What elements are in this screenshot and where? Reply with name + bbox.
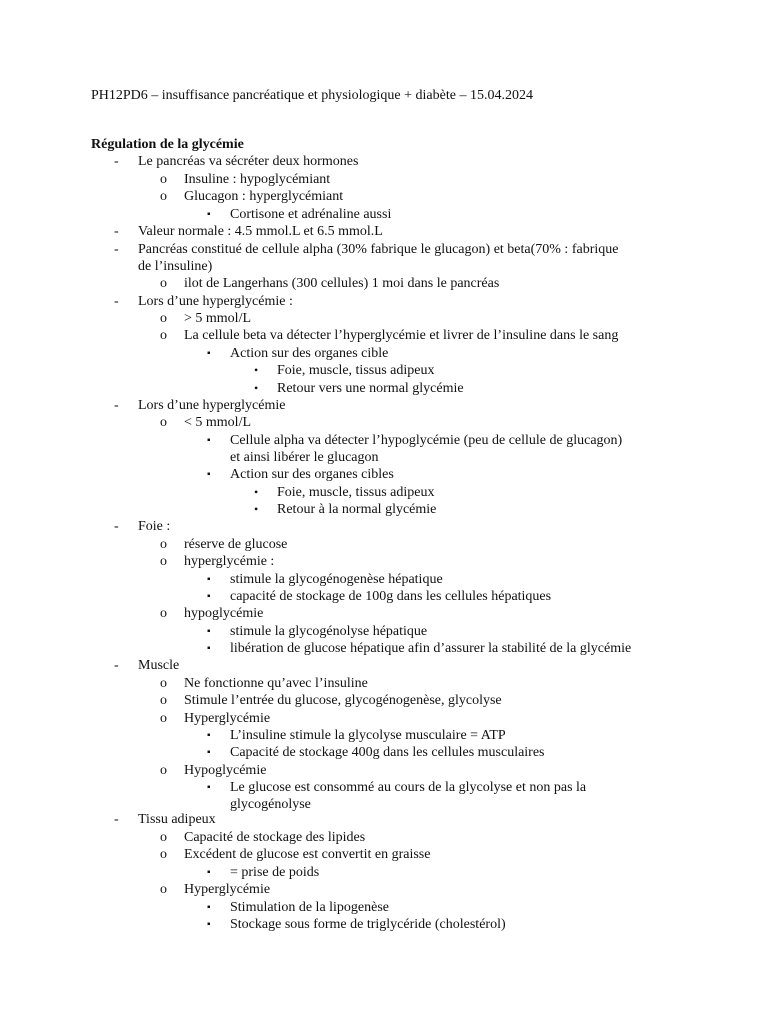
circle-bullet: o (160, 328, 167, 343)
list-item: Retour à la normal glycémie (277, 502, 437, 517)
list-item: > 5 mmol/L (184, 311, 252, 326)
square-bullet: ▪ (207, 626, 211, 637)
square-bullet: ▪ (207, 209, 211, 220)
square-bullet: ▪ (207, 902, 211, 913)
list-item: Retour vers une normal glycémie (277, 381, 464, 396)
list-item: Foie, muscle, tissus adipeux (277, 485, 435, 500)
list-item: Le pancréas va sécréter deux hormones (138, 154, 359, 169)
square-bullet: ▪ (207, 435, 211, 446)
list-item: stimule la glycogénogenèse hépatique (230, 572, 443, 587)
list-item: Tissu adipeux (138, 812, 216, 827)
list-item: Lors d’une hyperglycémie : (138, 294, 293, 309)
square-bullet: ▪ (207, 643, 211, 654)
list-item: hypoglycémie (184, 606, 264, 621)
circle-bullet: o (160, 606, 167, 621)
list-item: = prise de poids (230, 865, 320, 880)
list-item-continuation: de l’insuline) (138, 259, 213, 274)
list-item: Capacité de stockage des lipides (184, 830, 366, 845)
dash-bullet: - (114, 519, 119, 534)
list-item: Valeur normale : 4.5 mmol.L et 6.5 mmol.L (138, 224, 383, 239)
list-item: Cellule alpha va détecter l’hypoglycémie (peu de cellule de glucagon) (230, 433, 623, 448)
list-item: Glucagon : hyperglycémiant (184, 189, 344, 204)
circle-bullet: o (160, 311, 167, 326)
dash-bullet: - (114, 658, 119, 673)
list-item: Stimule l’entrée du glucose, glycogénogenèse, glycolyse (184, 693, 502, 708)
list-item: Pancréas constitué de cellule alpha (30% fabrique le glucagon) et beta(70% : fabrique (138, 242, 619, 257)
dash-bullet: - (114, 154, 119, 169)
list-item: Cortisone et adrénaline aussi (230, 207, 392, 222)
square-bullet: ▪ (207, 348, 211, 359)
dash-bullet: - (114, 398, 119, 413)
list-item: Le glucose est consommé au cours de la glycolyse et non pas la (230, 780, 587, 795)
list-item: Ne fonctionne qu’avec l’insuline (184, 676, 368, 691)
list-item: libération de glucose hépatique afin d’assurer la stabilité de la glycémie (230, 641, 632, 656)
circle-bullet: o (160, 882, 167, 897)
dot-bullet: • (254, 363, 259, 377)
circle-bullet: o (160, 847, 167, 862)
list-item: hyperglycémie : (184, 554, 275, 569)
list-item: Foie : (138, 519, 171, 534)
dot-bullet: • (254, 485, 259, 499)
square-bullet: ▪ (207, 867, 211, 878)
list-item: Action sur des organes cible (230, 346, 389, 361)
list-item: réserve de glucose (184, 537, 288, 552)
circle-bullet: o (160, 189, 167, 204)
list-item: Hyperglycémie (184, 882, 271, 897)
list-item: Muscle (138, 658, 180, 673)
circle-bullet: o (160, 693, 167, 708)
list-item: stimule la glycogénolyse hépatique (230, 624, 428, 639)
list-item: La cellule beta va détecter l’hyperglycémie et livrer de l’insuline dans le sang (184, 328, 619, 343)
list-item: capacité de stockage de 100g dans les cellules hépatiques (230, 589, 552, 604)
circle-bullet: o (160, 276, 167, 291)
list-item-continuation: glycogénolyse (230, 797, 311, 812)
circle-bullet: o (160, 172, 167, 187)
dash-bullet: - (114, 224, 119, 239)
list-item: ilot de Langerhans (300 cellules) 1 moi dans le pancréas (184, 276, 500, 291)
list-item: Stimulation de la lipogenèse (230, 900, 390, 915)
square-bullet: ▪ (207, 747, 211, 758)
section-heading: Régulation de la glycémie (91, 137, 244, 152)
list-item: Excédent de glucose est convertit en graisse (184, 847, 431, 862)
square-bullet: ▪ (207, 730, 211, 741)
circle-bullet: o (160, 676, 167, 691)
list-item-continuation: et ainsi libérer le glucagon (230, 450, 379, 465)
list-item: L’insuline stimule la glycolyse musculaire = ATP (230, 728, 506, 743)
dash-bullet: - (114, 242, 119, 257)
list-item: Insuline : hypoglycémiant (184, 172, 331, 187)
list-item: Foie, muscle, tissus adipeux (277, 363, 435, 378)
list-item: Action sur des organes cibles (230, 467, 394, 482)
list-item: Hyperglycémie (184, 711, 271, 726)
circle-bullet: o (160, 415, 167, 430)
circle-bullet: o (160, 711, 167, 726)
list-item: Lors d’une hyperglycémie (138, 398, 286, 413)
list-item: Stockage sous forme de triglycéride (cholestérol) (230, 917, 506, 932)
square-bullet: ▪ (207, 782, 211, 793)
square-bullet: ▪ (207, 591, 211, 602)
list-item: Capacité de stockage 400g dans les cellules musculaires (230, 745, 545, 760)
dash-bullet: - (114, 812, 119, 827)
square-bullet: ▪ (207, 469, 211, 480)
circle-bullet: o (160, 554, 167, 569)
circle-bullet: o (160, 763, 167, 778)
dot-bullet: • (254, 381, 259, 395)
circle-bullet: o (160, 830, 167, 845)
document-title: PH12PD6 – insuffisance pancréatique et physiologique + diabète – 15.04.2024 (91, 88, 533, 103)
circle-bullet: o (160, 537, 167, 552)
square-bullet: ▪ (207, 919, 211, 930)
list-item: Hypoglycémie (184, 763, 267, 778)
list-item: < 5 mmol/L (184, 415, 252, 430)
dash-bullet: - (114, 294, 119, 309)
square-bullet: ▪ (207, 574, 211, 585)
dot-bullet: • (254, 502, 259, 516)
